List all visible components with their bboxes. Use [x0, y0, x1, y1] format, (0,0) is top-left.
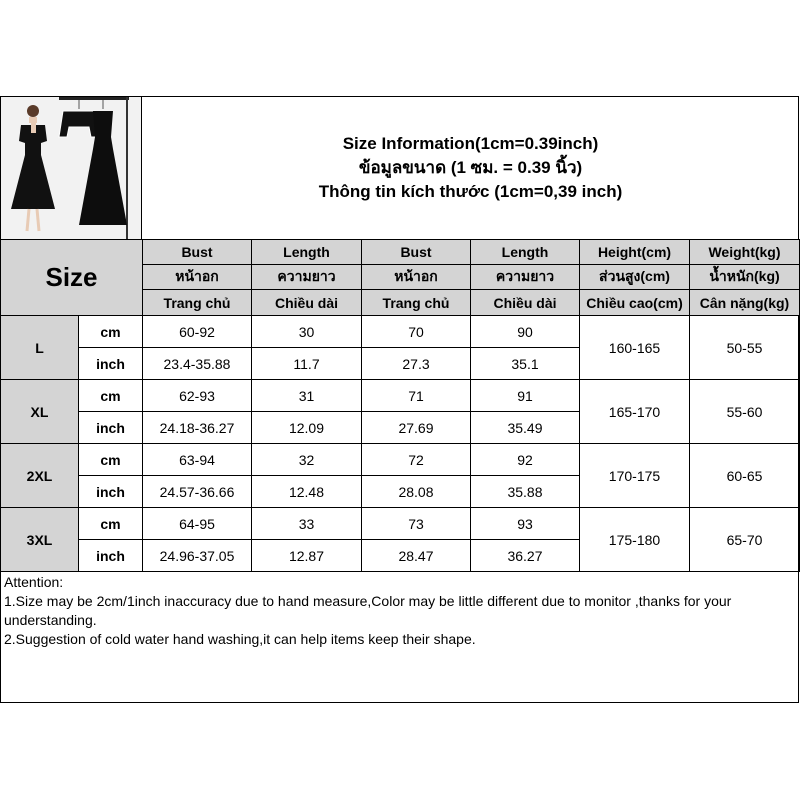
header-length-vi: Chiều dài	[252, 290, 362, 316]
length-cm-cell: 31	[252, 380, 362, 412]
unit-inch-cell: inch	[79, 412, 143, 444]
weight-cell: 65-70	[690, 508, 800, 572]
unit-cm-cell: cm	[79, 380, 143, 412]
header-bust-en: Bust	[362, 240, 471, 265]
height-cell: 175-180	[580, 508, 690, 572]
bust-inch-cell: 24.96-37.05	[143, 540, 252, 572]
bust-cm-cell: 64-95	[143, 508, 252, 540]
attention-note-2: 2.Suggestion of cold water hand washing,it can help items keep their shape.	[4, 631, 476, 647]
bust-cm-cell: 73	[362, 508, 471, 540]
length-cm-cell: 33	[252, 508, 362, 540]
size-table	[0, 239, 800, 572]
header-bust-vi: Trang chủ	[143, 290, 252, 316]
size-info-title	[142, 97, 799, 239]
bust-inch-cell: 28.08	[362, 476, 471, 508]
height-cell: 165-170	[580, 380, 690, 444]
height-cell: 170-175	[580, 444, 690, 508]
unit-inch-cell: inch	[79, 476, 143, 508]
header-height-vi: Chiều cao(cm)	[580, 290, 690, 316]
length-inch-cell: 35.49	[471, 412, 580, 444]
unit-cm-cell: cm	[79, 444, 143, 476]
size-cell: XL	[1, 380, 79, 444]
length-cm-cell: 93	[471, 508, 580, 540]
attention-note-1: 1.Size may be 2cm/1inch inaccuracy due to hand measure,Color may be little different due to monitor ,thanks for your understanding.	[4, 593, 732, 628]
size-cell: L	[1, 316, 79, 380]
length-inch-cell: 11.7	[252, 348, 362, 380]
product-photo	[1, 97, 142, 239]
unit-inch-cell: inch	[79, 348, 143, 380]
header-length-th: ความยาว	[252, 265, 362, 290]
attention-notes	[4, 573, 796, 649]
dress-illustration	[1, 97, 142, 239]
header-bust-vi: Trang chủ	[362, 290, 471, 316]
title-english: Size Information(1cm=0.39inch)	[342, 134, 599, 153]
bust-cm-cell: 72	[362, 444, 471, 476]
header-weight-en: Weight(kg)	[690, 240, 800, 265]
header-height-th: ส่วนสูง(cm)	[580, 265, 690, 290]
weight-cell: 60-65	[690, 444, 800, 508]
bust-inch-cell: 27.69	[362, 412, 471, 444]
header-length-th: ความยาว	[471, 265, 580, 290]
size-cell: 3XL	[1, 508, 79, 572]
height-cell: 160-165	[580, 316, 690, 380]
header-height-en: Height(cm)	[580, 240, 690, 265]
unit-cm-cell: cm	[79, 508, 143, 540]
unit-inch-cell: inch	[79, 540, 143, 572]
length-inch-cell: 35.1	[471, 348, 580, 380]
size-header: Size	[1, 240, 143, 316]
unit-cm-cell: cm	[79, 316, 143, 348]
bust-cm-cell: 62-93	[143, 380, 252, 412]
bust-cm-cell: 63-94	[143, 444, 252, 476]
header-length-en: Length	[471, 240, 580, 265]
title-vietnamese: Thông tin kích thước (1cm=0,39 inch)	[318, 182, 623, 201]
header-bust-th: หน้าอก	[362, 265, 471, 290]
header-length-vi: Chiều dài	[471, 290, 580, 316]
bust-cm-cell: 71	[362, 380, 471, 412]
length-inch-cell: 12.48	[252, 476, 362, 508]
length-inch-cell: 36.27	[471, 540, 580, 572]
length-inch-cell: 12.09	[252, 412, 362, 444]
bust-cm-cell: 70	[362, 316, 471, 348]
length-cm-cell: 92	[471, 444, 580, 476]
size-cell: 2XL	[1, 444, 79, 508]
attention-heading: Attention:	[4, 574, 64, 590]
title-thai: ข้อมูลขนาด (1 ซม. = 0.39 นิ้ว)	[358, 158, 583, 177]
bust-inch-cell: 24.18-36.27	[143, 412, 252, 444]
length-cm-cell: 90	[471, 316, 580, 348]
bust-inch-cell: 23.4-35.88	[143, 348, 252, 380]
header-weight-th: น้ำหนัก(kg)	[690, 265, 800, 290]
bust-cm-cell: 60-92	[143, 316, 252, 348]
weight-cell: 55-60	[690, 380, 800, 444]
header-length-en: Length	[252, 240, 362, 265]
header-bust-th: หน้าอก	[143, 265, 252, 290]
length-cm-cell: 91	[471, 380, 580, 412]
length-inch-cell: 35.88	[471, 476, 580, 508]
length-inch-cell: 12.87	[252, 540, 362, 572]
bust-inch-cell: 27.3	[362, 348, 471, 380]
length-cm-cell: 30	[252, 316, 362, 348]
weight-cell: 50-55	[690, 316, 800, 380]
bust-inch-cell: 28.47	[362, 540, 471, 572]
length-cm-cell: 32	[252, 444, 362, 476]
header-bust-en: Bust	[143, 240, 252, 265]
header-weight-vi: Cân nặng(kg)	[690, 290, 800, 316]
bust-inch-cell: 24.57-36.66	[143, 476, 252, 508]
